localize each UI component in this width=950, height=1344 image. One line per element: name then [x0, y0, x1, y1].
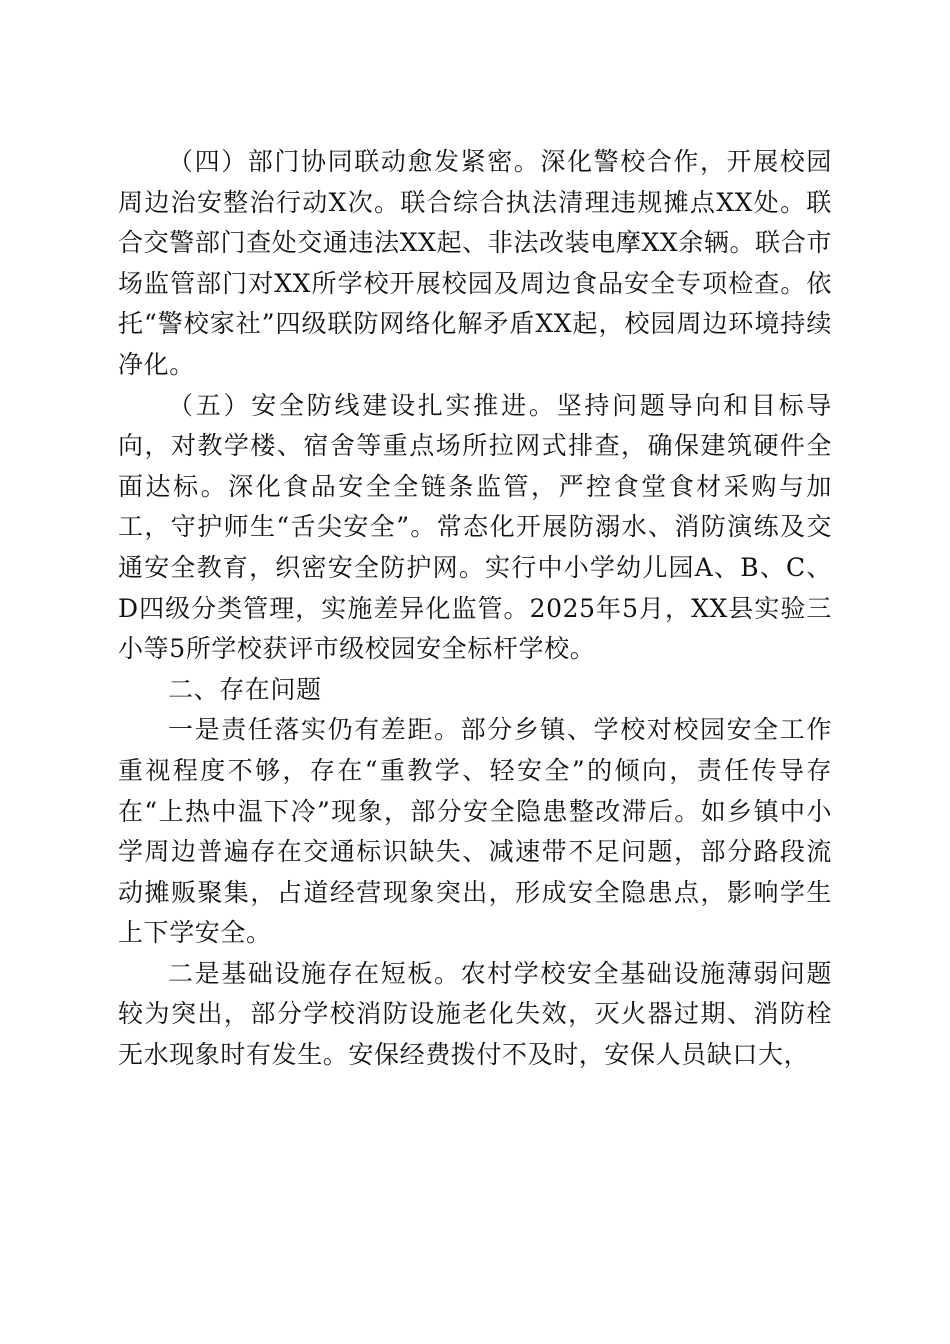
- paragraph-section-four: [118, 142, 832, 386]
- paragraph-text-five: 坚持问题导向和目标导向，对教学楼、宿舍等重点场所拉网式排查，确保建筑硬件全面达标。深化食品安全全链条监管，严控食堂食材采购与加工，守护师生“舌尖安全”。常态化开展防溺水、消防演练及交通安全教育，织密安全防护网。实行中小学幼儿园A、B、C、D四级分类管理，实施差异化监管。2025年5月，XX县实验三小等5所学校获评市级校园安全标杆学校。: [118, 390, 832, 664]
- section-heading-problems: 二、存在问题: [168, 674, 322, 704]
- paragraph-text-four: 深化警校合作，开展校园周边治安整治行动X次。联合综合执法清理违规摊点XX处。联合交警部门查处交通违法XX起、非法改装电摩XX余辆。联合市场监管部门对XX所学校开展校园及周边食品安全专项检查。依托“警校家社”四级联防网络化解矛盾XX起，校园周边环境持续净化。: [118, 147, 833, 379]
- paragraph-issue-one: 一是责任落实仍有差距。部分乡镇、学校对校园安全工作重视程度不够，存在“重教学、轻安全”的倾向，责任传导存在“上热中温下冷”现象，部分安全隐患整改滞后。如乡镇中小学周边普遍存在交通标识缺失、减速带不足问题，部分路段流动摊贩聚集，占道经营现象突出，形成安全隐患点，影响学生上下学安全。: [118, 715, 832, 948]
- paragraph-issue-two: 二是基础设施存在短板。农村学校安全基础设施薄弱问题较为突出，部分学校消防设施老化失效，灭火器过期、消防栓无水现象时有发生。安保经费拨付不及时，安保人员缺口大，: [118, 958, 832, 1070]
- document-body: [118, 142, 832, 1076]
- paragraph-lead-four: （四）部门协同联动愈发紧密。: [168, 147, 541, 176]
- paragraph-lead-five: （五）安全防线建设扎实推进。: [168, 390, 557, 420]
- paragraph-section-five: [118, 386, 832, 670]
